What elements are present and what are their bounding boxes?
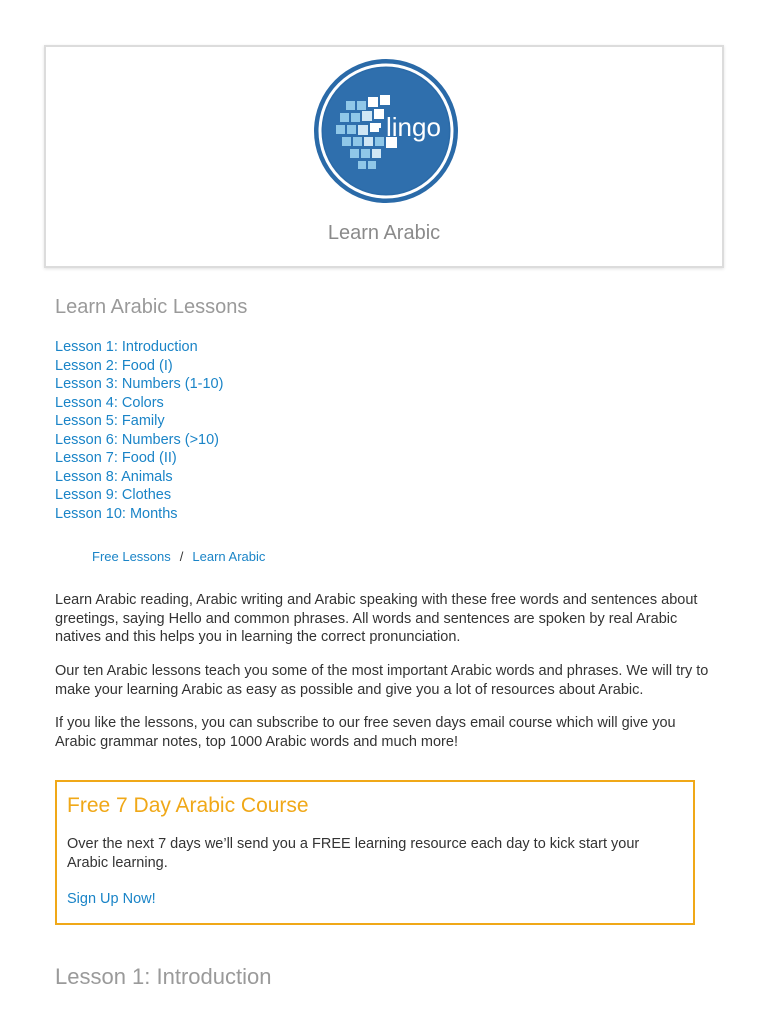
- course-title: Free 7 Day Arabic Course: [67, 794, 309, 817]
- list-item: [55, 338, 223, 357]
- lesson-link-9[interactable]: Lesson 9: Clothes: [55, 487, 172, 503]
- lesson-link-10[interactable]: Lesson 10: Months: [55, 505, 178, 522]
- breadcrumb-learn-arabic[interactable]: Learn Arabic: [192, 549, 266, 564]
- list-item: [55, 449, 223, 468]
- breadcrumb-separator: /: [179, 549, 184, 564]
- list-item: [55, 468, 223, 487]
- list-item: [55, 394, 223, 413]
- lesson-list: [55, 338, 223, 523]
- list-item: [55, 486, 223, 505]
- lingo-logo-icon[interactable]: [312, 57, 460, 205]
- logo-text: lingo: [386, 112, 441, 142]
- breadcrumb: [92, 549, 265, 564]
- lesson-link-6[interactable]: Lesson 6: Numbers (>10): [55, 431, 220, 448]
- list-item: [55, 412, 223, 431]
- lesson-link-1[interactable]: Lesson 1: Introduction: [55, 339, 198, 355]
- breadcrumb-free-lessons[interactable]: Free Lessons: [92, 549, 171, 564]
- course-box: [55, 780, 695, 925]
- list-item: [55, 375, 223, 394]
- lesson-link-7[interactable]: Lesson 7: Food (II): [55, 450, 177, 466]
- intro-paragraph-2: Our ten Arabic lessons teach you some of the most important Arabic words and phrases. We will try to make your learning Arabic as easy as possible and give you a lot of resources about Arabic.: [55, 663, 709, 698]
- lesson-link-3[interactable]: Lesson 3: Numbers (1-10): [55, 376, 224, 392]
- lesson-link-8[interactable]: Lesson 8: Animals: [55, 468, 173, 485]
- sign-up-link[interactable]: Sign Up Now!: [67, 891, 156, 907]
- header-title: Learn Arabic: [327, 222, 441, 244]
- list-item: [55, 357, 223, 376]
- lesson-link-5[interactable]: Lesson 5: Family: [55, 413, 165, 429]
- lesson-heading: Lesson 1: Introduction: [55, 964, 272, 989]
- lesson-link-4[interactable]: Lesson 4: Colors: [55, 394, 164, 411]
- header-card: [44, 45, 724, 268]
- list-item: [55, 431, 223, 450]
- lessons-section-title: Learn Arabic Lessons: [55, 296, 248, 318]
- intro-paragraph-3: If you like the lessons, you can subscribe to our free seven days email course which will give you Arabic grammar notes, top 1000 Arabic words and much more!: [55, 715, 676, 750]
- intro-paragraph-1: Learn Arabic reading, Arabic writing and Arabic speaking with these free words and sentences about greetings, saying Hello and common phrases. All words and sentences are spoken by real Arabic natives and this helps you in learning the correct pronunciation.: [55, 592, 698, 645]
- lesson-link-2[interactable]: Lesson 2: Food (I): [55, 357, 173, 374]
- list-item: [55, 505, 223, 524]
- course-text: Over the next 7 days we’ll send you a FREE learning resource each day to kick start your Arabic learning.: [67, 836, 640, 871]
